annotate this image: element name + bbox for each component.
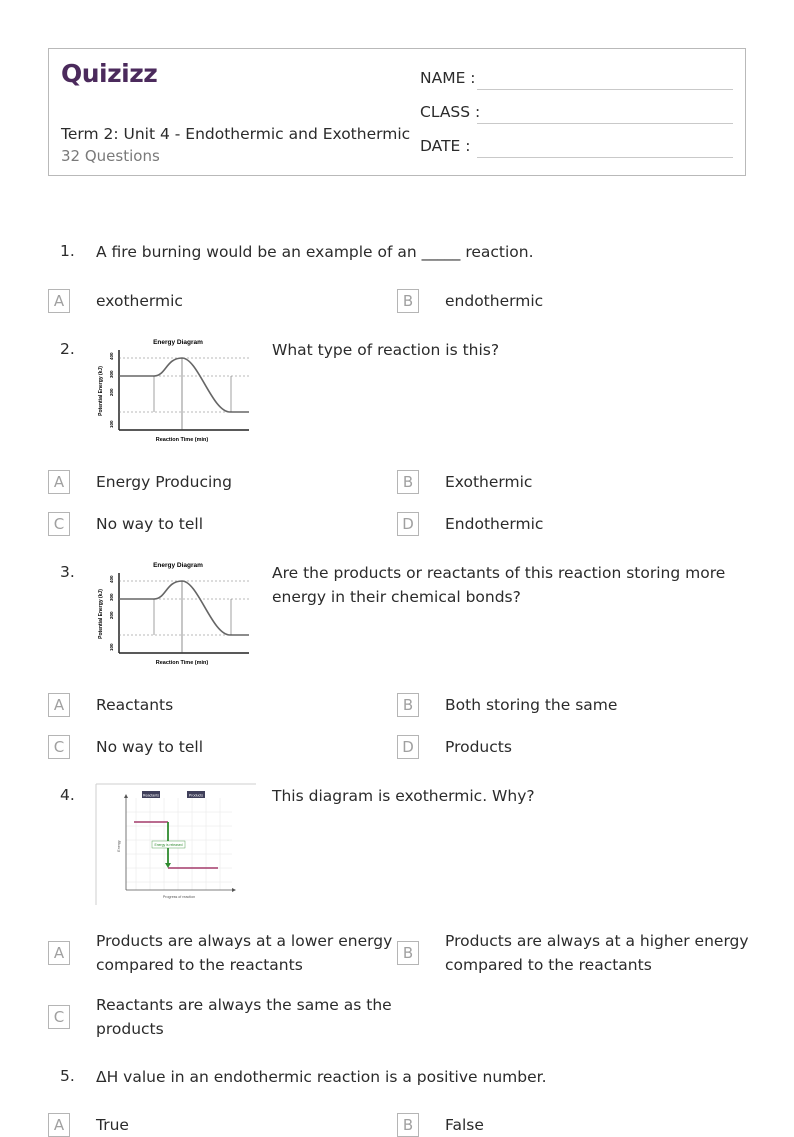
- worksheet-header: [48, 48, 746, 176]
- progress-axis-label: Progress of reaction: [162, 895, 196, 899]
- question-4-text: This diagram is exothermic. Why?: [272, 787, 535, 805]
- q4-option-a-box[interactable]: A: [48, 941, 70, 965]
- energy-diagram-xlabel: Reaction Time (min): [155, 437, 209, 443]
- q2-option-d-box[interactable]: D: [397, 512, 419, 536]
- q2-option-c-box[interactable]: C: [48, 512, 70, 536]
- q1-option-a-box[interactable]: A: [48, 289, 70, 313]
- worksheet-title: Term 2: Unit 4 - Endothermic and Exothermic: [61, 125, 411, 143]
- date-line: [477, 157, 733, 158]
- energy-diagram-ytick: 300: [109, 370, 114, 378]
- question-3-text-line2: energy in their chemical bonds?: [272, 588, 521, 606]
- energy-diagram-ytick: 100: [109, 420, 114, 428]
- class-line: [477, 123, 733, 124]
- q4-option-b-line1: Products are always at a higher energy: [445, 932, 749, 950]
- q1-option-b-text: endothermic: [445, 292, 544, 310]
- energy-diagram-ytick: 300: [109, 593, 114, 601]
- q1-option-b-box[interactable]: B: [397, 289, 419, 313]
- date-label: DATE :: [420, 137, 471, 155]
- energy-diagram-image: [96, 336, 252, 446]
- q2-option-c-text: No way to tell: [96, 515, 203, 533]
- q3-option-b-box[interactable]: B: [397, 693, 419, 717]
- energy-diagram-title: Energy Diagram: [153, 339, 203, 346]
- q1-option-a-text: exothermic: [96, 292, 183, 310]
- q4-option-b-line2: compared to the reactants: [445, 956, 652, 974]
- quizizz-logo: Quizizz: [61, 59, 158, 88]
- question-1-number: 1.: [60, 242, 75, 260]
- energy-diagram-ylabel: Potential Energy (kJ): [98, 589, 104, 639]
- q3-option-d-text: Products: [445, 738, 512, 756]
- question-2-text: What type of reaction is this?: [272, 341, 500, 359]
- q2-option-d-text: Endothermic: [445, 515, 544, 533]
- q4-option-c-line1: Reactants are always the same as the: [96, 996, 392, 1014]
- q2-option-b-box[interactable]: B: [397, 470, 419, 494]
- q3-option-b-text: Both storing the same: [445, 696, 618, 714]
- q3-option-a-box[interactable]: A: [48, 693, 70, 717]
- question-5-text: ΔH value in an endothermic reaction is a positive number.: [96, 1068, 547, 1086]
- energy-released-label: Energy is released: [154, 843, 183, 847]
- q3-option-c-box[interactable]: C: [48, 735, 70, 759]
- energy-diagram-ytick: 400: [109, 575, 114, 583]
- q2-option-a-box[interactable]: A: [48, 470, 70, 494]
- q3-option-a-text: Reactants: [96, 696, 174, 714]
- question-4-number: 4.: [60, 786, 75, 804]
- energy-diagram-ytick: 400: [109, 352, 114, 360]
- energy-axis-label: Energy: [117, 840, 121, 852]
- q5-option-a-box[interactable]: A: [48, 1113, 70, 1137]
- q4-option-c-box[interactable]: C: [48, 1005, 70, 1029]
- question-1-text: A fire burning would be an example of an _____ reaction.: [96, 243, 534, 261]
- question-5-number: 5.: [60, 1067, 75, 1085]
- q2-option-b-text: Exothermic: [445, 473, 533, 491]
- q5-option-a-text: True: [96, 1116, 129, 1134]
- name-label: NAME :: [420, 69, 476, 87]
- energy-diagram-title: Energy Diagram: [153, 562, 203, 569]
- energy-diagram-ylabel: Potential Energy (kJ): [98, 366, 104, 416]
- class-label: CLASS :: [420, 103, 481, 121]
- energy-diagram-ytick: 200: [109, 388, 114, 396]
- q4-option-b-box[interactable]: B: [397, 941, 419, 965]
- q5-option-b-box[interactable]: B: [397, 1113, 419, 1137]
- products-tag: Products: [188, 793, 204, 798]
- energy-level-diagram-image: [96, 784, 256, 905]
- question-2-number: 2.: [60, 340, 75, 358]
- energy-diagram-ytick: 100: [109, 643, 114, 651]
- q3-option-c-text: No way to tell: [96, 738, 203, 756]
- energy-diagram-xlabel: Reaction Time (min): [155, 660, 209, 666]
- q5-option-b-text: False: [445, 1116, 484, 1134]
- q2-option-a-text: Energy Producing: [96, 473, 232, 491]
- name-line: [477, 89, 733, 90]
- question-3-text-line1: Are the products or reactants of this reaction storing more: [272, 564, 726, 582]
- q3-option-d-box[interactable]: D: [397, 735, 419, 759]
- q4-option-a-line2: compared to the reactants: [96, 956, 303, 974]
- reactants-tag: Reactants: [142, 793, 160, 798]
- q4-option-a-line1: Products are always at a lower energy: [96, 932, 393, 950]
- energy-diagram-ytick: 200: [109, 611, 114, 619]
- q4-option-c-line2: products: [96, 1020, 164, 1038]
- question-count: 32 Questions: [61, 147, 160, 165]
- question-3-number: 3.: [60, 563, 75, 581]
- energy-diagram-image: [96, 559, 252, 669]
